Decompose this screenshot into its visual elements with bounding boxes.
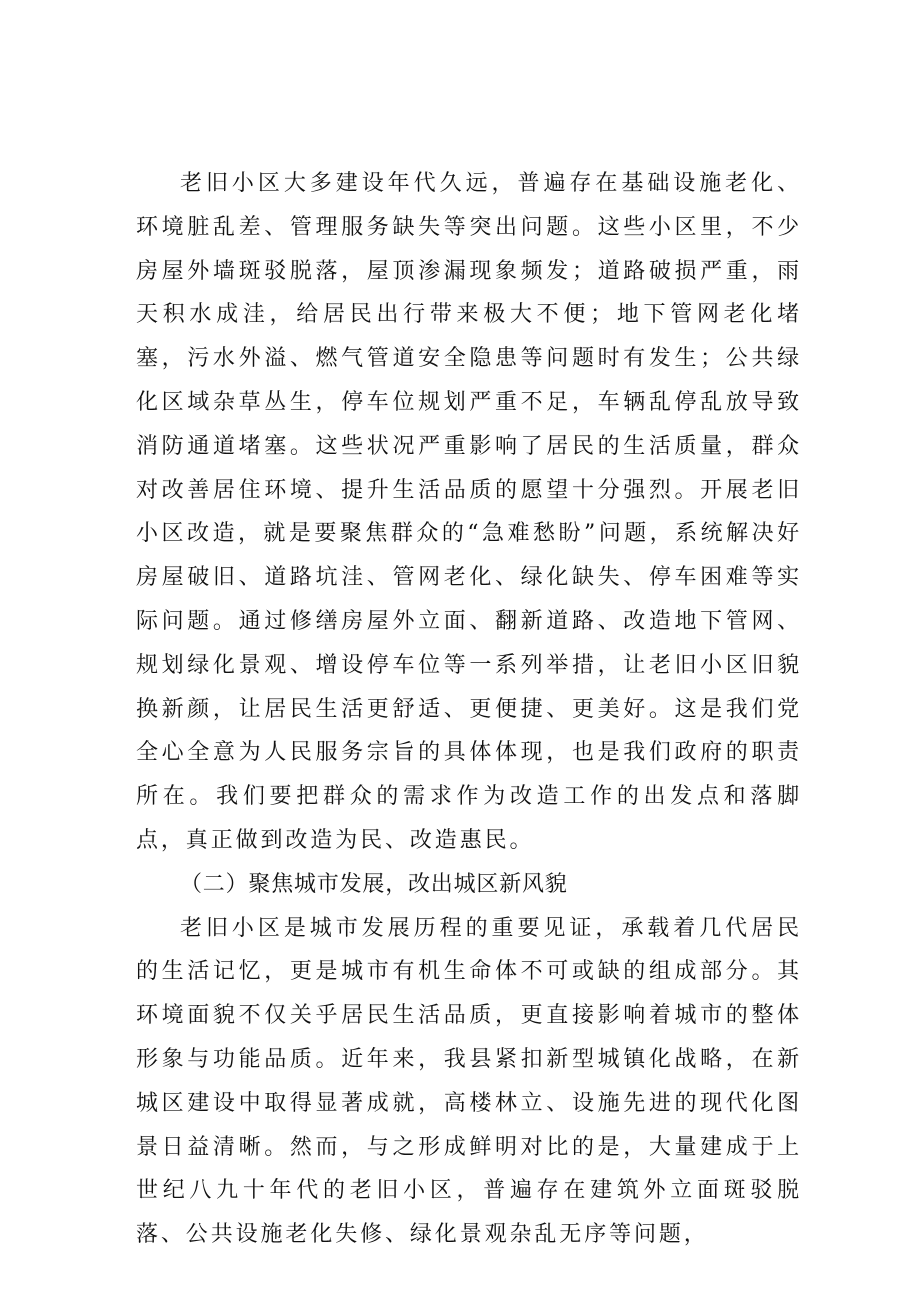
body-paragraph-1: 老旧小区大多建设年代久远，普遍存在基础设施老化、环境脏乱差、管理服务缺失等突出问题。这些小区里，不少房屋外墙斑驳脱落，屋顶渗漏现象频发；道路破损严重，雨天积水成洼，给居民出行带来极大不便；地下管网老化堵塞，污水外溢、燃气管道安全隐患等问题时有发生；公共绿化区域杂草丛生，停车位规划严重不足，车辆乱停乱放导致消防通道堵塞。这些状况严重影响了居民的生活质量，群众对改善居住环境、提升生活品质的愿望十分强烈。开展老旧小区改造，就是要聚焦群众的“急难愁盼”问题，系统解决好房屋破旧、道路坑洼、管网老化、绿化缺失、停车困难等实际问题。通过修缮房屋外立面、翻新道路、改造地下管网、规划绿化景观、增设停车位等一系列举措，让老旧小区旧貌换新颜，让居民生活更舒适、更便捷、更美好。这是我们党全心全意为人民服务宗旨的具体体现，也是我们政府的职责所在。我们要把群众的需求作为改造工作的出发点和落脚点，真正做到改造为民、改造惠民。	[136, 171, 802, 853]
body-paragraph-2: 老旧小区是城市发展历程的重要见证，承载着几代居民的生活记忆，更是城市有机生命体不可或缺的组成部分。其环境面貌不仅关乎居民生活品质，更直接影响着城市的整体形象与功能品质。近年来，我县紧扣新型城镇化战略，在新城区建设中取得显著成就，高楼林立、设施先进的现代化图景日益清晰。然而，与之形成鲜明对比的是，大量建成于上世纪八九十年代的老旧小区，普遍存在建筑外立面斑驳脱落、公共设施老化失修、绿化景观杂乱无序等问题，	[136, 915, 802, 1248]
section-heading: （二）聚焦城市发展，改出城区新风貌	[180, 871, 568, 897]
document-body	[136, 162, 802, 1257]
